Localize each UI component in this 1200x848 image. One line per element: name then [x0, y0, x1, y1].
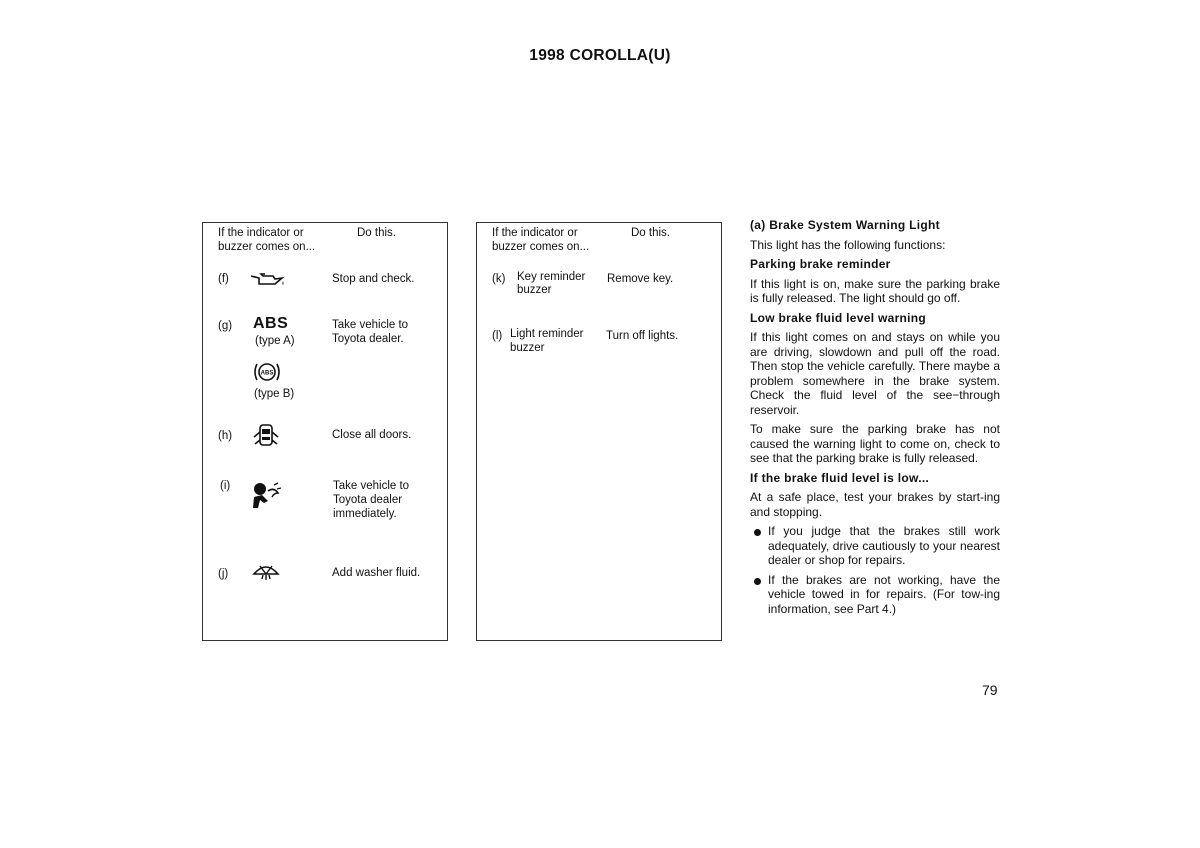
bullet-item — [750, 524, 1000, 568]
row-action-line2: Toyota dealer. — [332, 333, 404, 345]
bullet-icon — [754, 529, 761, 536]
subheading-parking: Parking brake reminder — [750, 257, 891, 271]
row-item-line2: buzzer — [510, 342, 545, 354]
door-open-icon — [252, 423, 280, 447]
row-action: Remove key. — [607, 273, 674, 285]
row-action: Stop and check. — [332, 273, 415, 285]
bullet-text: If you judge that the brakes still work adequately, drive cautiously to your nearest dealer or shop for repairs. — [768, 524, 1000, 567]
row-action-line2: Toyota dealer — [333, 494, 403, 506]
row-action: Turn off lights. — [606, 330, 679, 342]
bullet-item — [750, 573, 1000, 617]
brake-warning-section — [750, 218, 1000, 621]
paragraph: If this light comes on and stays on while you are driving, slowdown and pull off the road. Then stop the vehicle carefully. There maybe a problem somewhere in the brake system. Check the fluid level of the see−through reservoir. — [750, 330, 1000, 417]
abs-icon-type-b — [252, 360, 282, 384]
col-head-indicator-line2: buzzer comes on... — [492, 241, 590, 253]
page-header: 1998 COROLLA(U) — [529, 47, 671, 64]
bullet-text: If the brakes are not working, have the vehicle towed in for repairs. (For tow-ing information, see Part 4.) — [768, 572, 1000, 616]
type-a-label: (type A) — [255, 335, 295, 347]
col-head-indicator-line2: buzzer comes on... — [218, 241, 316, 253]
col-head-indicator: If the indicator or — [218, 227, 304, 239]
row-letter: (i) — [220, 480, 231, 492]
row-letter: (j) — [218, 568, 229, 580]
row-letter: (k) — [492, 273, 506, 285]
abs-icon-type-a: ABS — [253, 315, 289, 332]
abs-icon-b-text: ABS — [260, 370, 274, 377]
row-letter: (g) — [218, 320, 233, 332]
row-action: Close all doors. — [332, 429, 412, 441]
indicator-table-right — [476, 222, 722, 641]
subheading-low-fluid: Low brake fluid level warning — [750, 310, 927, 325]
bullet-icon — [754, 578, 761, 585]
type-b-label: (type B) — [254, 388, 295, 400]
row-item: Key reminder — [517, 271, 586, 283]
row-letter: (f) — [218, 273, 229, 285]
row-item-line2: buzzer — [517, 284, 552, 296]
page-number: 79 — [982, 682, 998, 698]
row-letter: (h) — [218, 430, 233, 442]
col-head-action: Do this. — [631, 227, 670, 239]
intro-text: This light has the following functions: — [750, 237, 946, 252]
paragraph: At a safe place, test your brakes by start-ing and stopping. — [750, 490, 1000, 519]
paragraph: If this light is on, make sure the parking brake is fully released. The light should go off. — [750, 276, 1000, 305]
section-heading: (a) Brake System Warning Light — [750, 218, 940, 232]
paragraph: To make sure the parking brake has not caused the warning light to come on, check to see that the parking brake is fully released. — [750, 422, 1000, 465]
row-action: Take vehicle to — [332, 319, 409, 331]
row-item: Light reminder — [510, 328, 584, 340]
row-action-line3: immediately. — [333, 508, 397, 520]
col-head-action: Do this. — [357, 227, 396, 239]
oil-pressure-icon — [249, 270, 287, 288]
row-action: Add washer fluid. — [332, 567, 421, 579]
airbag-icon — [250, 481, 282, 511]
col-head-indicator: If the indicator or — [492, 227, 578, 239]
row-action: Take vehicle to — [333, 480, 410, 492]
row-letter: (l) — [492, 330, 503, 342]
washer-fluid-icon — [251, 560, 281, 582]
subheading-fluid-low: If the brake fluid level is low... — [750, 470, 930, 485]
